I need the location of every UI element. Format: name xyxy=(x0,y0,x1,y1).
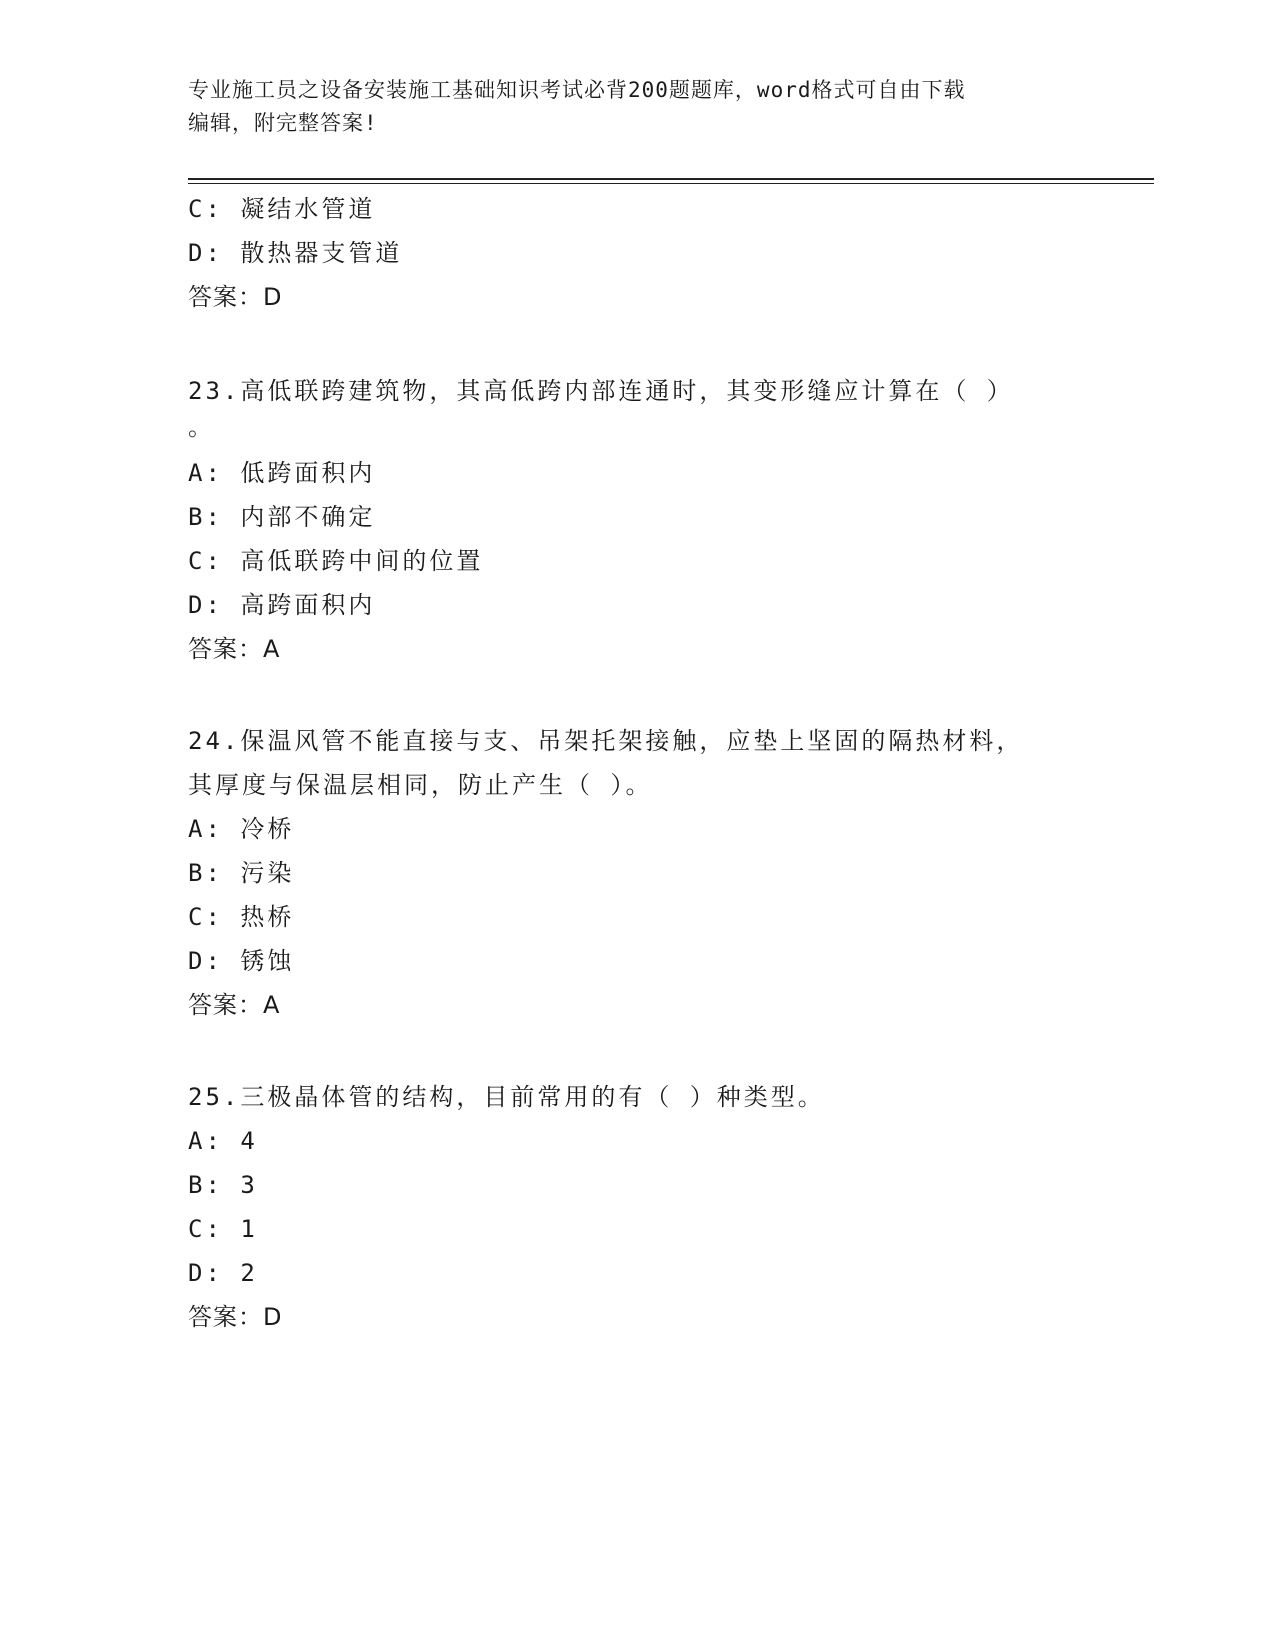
q24-option-d: D: 锈蚀 xyxy=(188,947,295,975)
q24-option-a: A: 冷桥 xyxy=(188,815,295,843)
header-divider-thin xyxy=(188,183,1154,184)
q24-question-line-1: 24.保温风管不能直接与支、吊架托架接触，应垫上坚固的隔热材料， xyxy=(188,727,1024,755)
q23-question-line-2: 。 xyxy=(188,413,215,441)
q22-option-d: D: 散热器支管道 xyxy=(188,239,403,267)
header-divider-thick xyxy=(188,178,1154,180)
q25-question-line-1: 25.三极晶体管的结构，目前常用的有（ ）种类型。 xyxy=(188,1083,825,1111)
q25-option-d: D: 2 xyxy=(188,1259,258,1287)
q22-answer: 答案：D xyxy=(188,283,283,311)
q25-option-a: A: 4 xyxy=(188,1127,258,1155)
header-line-2: 编辑，附完整答案! xyxy=(188,111,378,135)
q24-option-b: B: 污染 xyxy=(188,859,295,887)
q22-option-c: C: 凝结水管道 xyxy=(188,195,376,223)
q25-option-c: C: 1 xyxy=(188,1215,258,1243)
document-header xyxy=(188,74,1088,140)
q23-option-a: A: 低跨面积内 xyxy=(188,459,376,487)
q23-option-c: C: 高低联跨中间的位置 xyxy=(188,547,484,575)
q24-option-c: C: 热桥 xyxy=(188,903,295,931)
q23-option-d: D: 高跨面积内 xyxy=(188,591,376,619)
q24-answer: 答案：A xyxy=(188,991,281,1019)
q25-option-b: B: 3 xyxy=(188,1171,258,1199)
q23-question-line-1: 23.高低联跨建筑物，其高低跨内部连通时，其变形缝应计算在（ ） xyxy=(188,377,1014,405)
q23-option-b: B: 内部不确定 xyxy=(188,503,376,531)
header-line-1: 专业施工员之设备安装施工基础知识考试必背200题题库，word格式可自由下载 xyxy=(188,78,966,102)
q25-answer: 答案：D xyxy=(188,1303,283,1331)
q24-question-line-2: 其厚度与保温层相同，防止产生（ ）。 xyxy=(188,771,653,799)
q23-answer: 答案：A xyxy=(188,635,281,663)
